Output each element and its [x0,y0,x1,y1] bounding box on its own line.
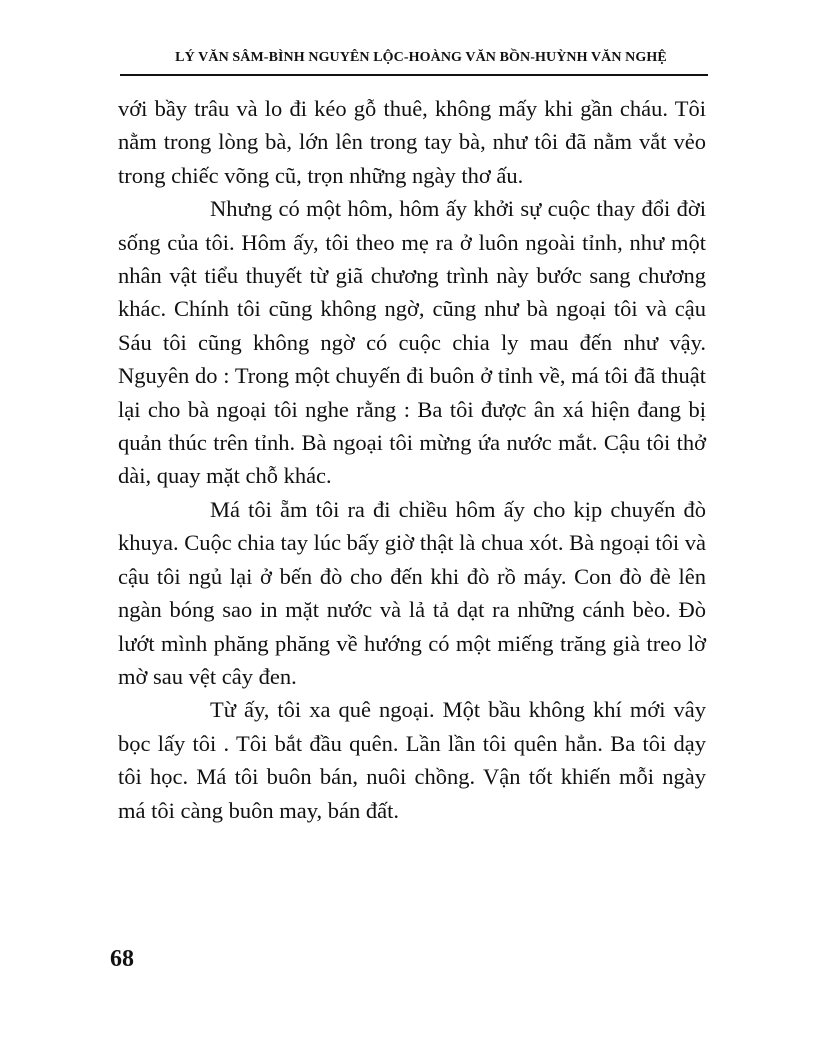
paragraph-1: với bầy trâu và lo đi kéo gỗ thuê, không mấy khi gần cháu. Tôi nằm trong lòng bà, lớn lên trong tay bà, như tôi đã nằm vắt vẻo trong chiếc võng cũ, trọn những ngày thơ ấu. [118,96,706,188]
running-header: LÝ VĂN SÂM-BÌNH NGUYÊN LỘC-HOÀNG VĂN BỒN-HUỲNH VĂN NGHỆ [175,50,667,65]
paragraph-3: Má tôi ẵm tôi ra đi chiều hôm ấy cho kịp chuyến đò khuya. Cuộc chia tay lúc bấy giờ thật là chua xót. Bà ngoại tôi và cậu tôi ngủ lại ở bến đò cho đến khi đò rồ máy. Con đò đè lên ngàn bóng sao in mặt nước và lả tả dạt ra những cánh bèo. Đò lướt mình phăng phăng về hướng có một miếng trăng già treo lờ mờ sau vệt cây đen. [118,496,706,689]
header-rule [120,74,708,76]
paragraph-2: Nhưng có một hôm, hôm ấy khởi sự cuộc thay đổi đời sống của tôi. Hôm ấy, tôi theo mẹ ra ở luôn ngoài tỉnh, như một nhân vật tiểu thuyết từ giã chương trình này bước sang chương khác. Chính tôi cũng không ngờ, cũng như bà ngoại tôi và cậu Sáu tôi cũng không ngờ có cuộc chia ly mau đến như vậy. Nguyên do : Trong một chuyến đi buôn ở tỉnh về, má tôi đã thuật lại cho bà ngoại tôi nghe rằng : Ba tôi được ân xá hiện đang bị quản thúc trên tỉnh. Bà ngoại tôi mừng ứa nước mắt. Cậu tôi thở dài, quay mặt chỗ khác. [118,196,706,489]
page-number: 68 [110,946,134,972]
body-text [118,92,706,827]
paragraph-4: Từ ấy, tôi xa quê ngoại. Một bầu không khí mới vây bọc lấy tôi . Tôi bắt đầu quên. Lần lần tôi quên hẳn. Ba tôi dạy tôi học. Má tôi buôn bán, nuôi chồng. Vận tốt khiến mỗi ngày má tôi càng buôn may, bán đất. [118,697,706,823]
